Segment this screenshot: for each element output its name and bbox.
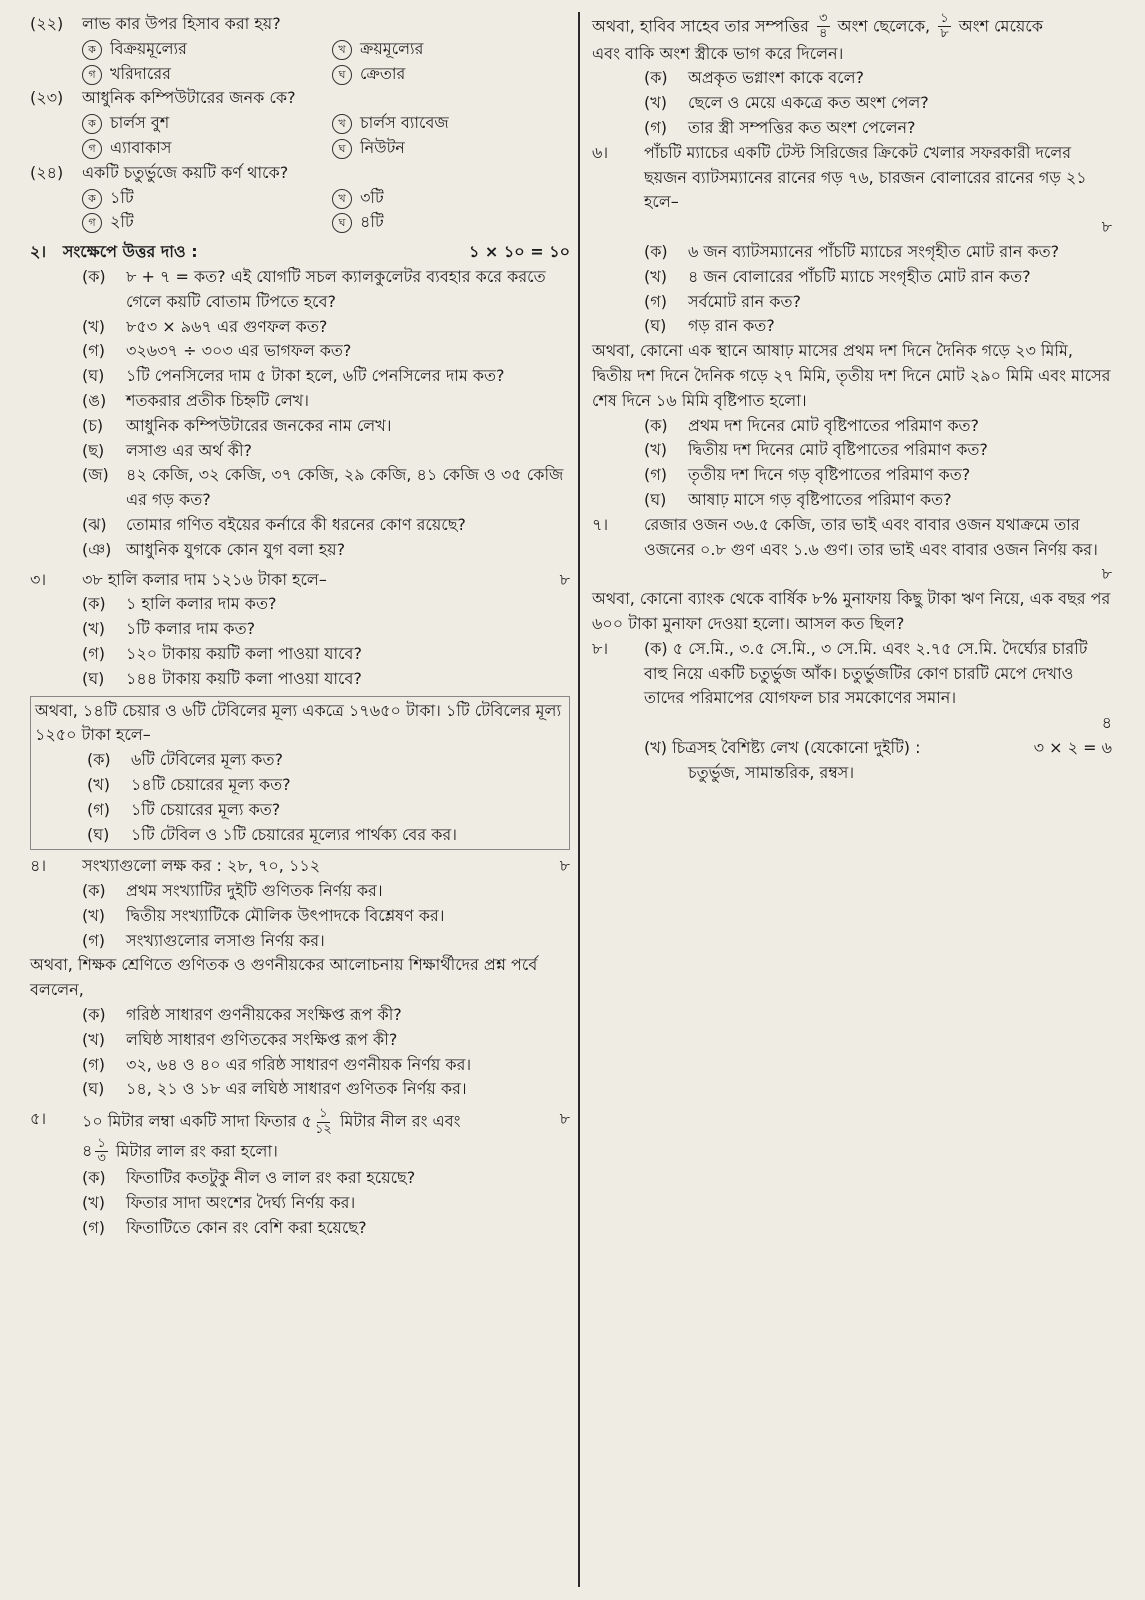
q5-or-items bbox=[592, 66, 1112, 140]
q8-part-a: (ক) ৫ সে.মি., ৩.৫ সে.মি., ৩ সে.মি. এবং ২.৭৫ সে.মি. দৈর্ঘ্যের চারটি বাহু নিয়ে একটি চতুর্ভুজ আঁক। চতুর্ভুজটির কোণ চারটি মেপে দেখাও তাদের পরিমাপের যোগফল চার সমকোণের সমান। bbox=[644, 638, 1088, 708]
sub-question-label: (ক) bbox=[87, 750, 111, 770]
sub-question-label: (খ) bbox=[87, 774, 110, 794]
mcq-number: (২৪) bbox=[30, 162, 64, 182]
sub-question bbox=[30, 364, 570, 389]
fraction-denominator: ৩ bbox=[97, 1151, 106, 1167]
sub-question-label: (খ) bbox=[644, 93, 667, 113]
sub-question-text: ১ হালি কলার দাম কত? bbox=[126, 594, 277, 614]
mcq-text: লাভ কার উপর হিসাব করা হয়? bbox=[82, 14, 281, 33]
sub-question bbox=[30, 929, 570, 954]
option-circle-label: ঘ bbox=[332, 65, 352, 85]
q7-or-text: অথবা, কোনো ব্যাংক থেকে বার্ষিক ৮% মুনাফায় কিছু টাকা ঋণ নিয়ে, এক বছর পর ৬০০ টাকা মুনাফা দেওয়া হলো। আসল কত ছিল? bbox=[592, 589, 1111, 633]
sub-question-text: ফিতার সাদা অংশের দৈর্ঘ্য নির্ণয় কর। bbox=[126, 1193, 356, 1213]
option-circle-label: ক bbox=[82, 189, 102, 209]
sub-question-text: ৬টি টেবিলের মূল্য কত? bbox=[131, 750, 283, 770]
option-text: চার্লস ব্যাবেজ bbox=[360, 113, 449, 133]
mcq-option bbox=[82, 210, 332, 235]
sub-question bbox=[592, 265, 1112, 290]
sub-question-label: (ঘ) bbox=[87, 824, 110, 844]
sub-question bbox=[35, 823, 565, 848]
q2-items bbox=[30, 265, 570, 563]
option-text: নিউটন bbox=[360, 137, 405, 157]
sub-question bbox=[30, 1003, 570, 1028]
sub-question-text: অপ্রকৃত ভগ্নাংশ কাকে বলে? bbox=[688, 68, 864, 88]
mcq-options bbox=[30, 186, 570, 236]
option-text: ১টি bbox=[110, 187, 134, 207]
sub-question-label: (ক) bbox=[82, 1005, 106, 1025]
sub-question-text: সর্বমোট রান কত? bbox=[688, 291, 801, 311]
q3-or-items bbox=[35, 748, 565, 847]
q5-or-text-b: অংশ ছেলেকে, bbox=[837, 16, 931, 36]
sub-question bbox=[30, 538, 570, 563]
sub-question bbox=[30, 414, 570, 439]
option-text: ২টি bbox=[110, 212, 134, 232]
q6-text: পাঁচটি ম্যাচের একটি টেস্ট সিরিজের ক্রিকেট খেলার সফরকারী দলের ছয়জন ব্যাটসম্যানের রানের গড় ৭৬, চারজন বোলারের রানের গড় ২১ হলে– bbox=[644, 142, 1087, 212]
sub-question-label: (চ) bbox=[82, 415, 104, 435]
sub-question bbox=[35, 773, 565, 798]
sub-question-label: (ক) bbox=[82, 594, 106, 614]
sub-question-text: ১টি চেয়ারের মূল্য কত? bbox=[131, 799, 281, 819]
q6-items bbox=[592, 240, 1112, 339]
q6-or-text: অথবা, কোনো এক স্থানে আষাঢ় মাসের প্রথম দশ দিনে দৈনিক গড়ে ২৩ মিমি, দ্বিতীয় দশ দিনে দৈনিক গড়ে ২৭ মিমি, তৃতীয় দশ দিনে মোট ২৯০ মিমি এবং মাসের শেষ দিনে ১৬ মিমি বৃষ্টিপাত হলো। bbox=[592, 341, 1111, 410]
sub-question bbox=[30, 463, 570, 513]
q5-or-text-a: অথবা, হাবিব সাহেব তার সম্পত্তির bbox=[592, 16, 809, 36]
sub-question-label: (ঞ) bbox=[82, 539, 112, 559]
sub-question bbox=[30, 1053, 570, 1078]
fraction-numerator: ৩ bbox=[819, 11, 828, 26]
sub-question-text: তোমার গণিত বইয়ের কর্নারে কী ধরনের কোণ রয়েছে? bbox=[126, 514, 466, 534]
sub-question bbox=[30, 879, 570, 904]
sub-question-text: ৪২ কেজি, ৩২ কেজি, ৩৭ কেজি, ২৯ কেজি, ৪১ কেজি ও ৩৫ কেজি এর গড় কত? bbox=[126, 465, 564, 510]
sub-question bbox=[30, 617, 570, 642]
q4-text: সংখ্যাগুলো লক্ষ কর : ২৮, ৭০, ১১২ bbox=[82, 856, 321, 876]
sub-question-text: ৮ + ৭ = কত? এই যোগটি সচল ক্যালকুলেটর ব্যবহার করে করতে গেলে কয়টি বোতাম টিপতে হবে? bbox=[126, 266, 546, 311]
sub-question-label: (গ) bbox=[644, 465, 667, 485]
sub-question bbox=[30, 315, 570, 340]
sub-question-label: (ঘ) bbox=[82, 366, 105, 386]
mcq-number: (২২) bbox=[30, 14, 64, 33]
sub-question bbox=[592, 438, 1112, 463]
q8-number: ৮। bbox=[592, 638, 609, 658]
sub-question-text: ৩২, ৬৪ ও ৪০ এর গরিষ্ঠ সাধারণ গুণনীয়ক নির্ণয় কর। bbox=[126, 1054, 472, 1074]
q2-number: ২। bbox=[30, 242, 47, 262]
sub-question-text: গরিষ্ঠ সাধারণ গুণনীয়কের সংক্ষিপ্ত রূপ কী? bbox=[126, 1005, 402, 1025]
option-circle-label: ঘ bbox=[332, 213, 352, 233]
sub-question bbox=[30, 1028, 570, 1053]
sub-question bbox=[35, 798, 565, 823]
q5-marks: ৮ bbox=[559, 1109, 570, 1129]
sub-question bbox=[592, 66, 1112, 91]
sub-question bbox=[592, 463, 1112, 488]
q7-stem bbox=[592, 513, 1112, 563]
mcq-option bbox=[332, 37, 582, 62]
sub-question-label: (খ) bbox=[82, 905, 105, 925]
q5-or-text-d: এবং বাকি অংশ স্ত্রীকে ভাগ করে দিলেন। bbox=[592, 43, 844, 63]
sub-question bbox=[30, 667, 570, 692]
option-circle-label: ক bbox=[82, 114, 102, 134]
option-text: এ্যাবাকাস bbox=[110, 137, 172, 157]
sub-question-text: ৬ জন ব্যাটসম্যানের পাঁচটি ম্যাচের সংগৃহীত মোট রান কত? bbox=[688, 241, 1060, 261]
option-circle-label: খ bbox=[332, 40, 352, 60]
sub-question bbox=[30, 513, 570, 538]
q8-part-a-marks: ৪ bbox=[1101, 713, 1112, 733]
sub-question-text: দ্বিতীয় সংখ্যাটিকে মৌলিক উৎপাদকে বিশ্লেষণ কর। bbox=[126, 905, 445, 925]
sub-question bbox=[592, 290, 1112, 315]
sub-question-text: ১টি পেনসিলের দাম ৫ টাকা হলে, ৬টি পেনসিলের দাম কত? bbox=[126, 366, 505, 386]
q7-text: রেজার ওজন ৩৬.৫ কেজি, তার ভাই এবং বাবার ওজন যথাক্রমে তার ওজনের ০.৮ গুণ এবং ১.৬ গুণ। তার ভাই এবং বাবার ওজন নির্ণয় কর। bbox=[644, 514, 1098, 559]
sub-question-label: (গ) bbox=[82, 1054, 105, 1074]
sub-question bbox=[30, 439, 570, 464]
option-circle-label: গ bbox=[82, 213, 102, 233]
q4-or-text: অথবা, শিক্ষক শ্রেণিতে গুণিতক ও গুণনীয়কের আলোচনায় শিক্ষার্থীদের প্রশ্ন পর্বে বললেন, bbox=[30, 955, 538, 1000]
q4-marks: ৮ bbox=[559, 856, 570, 876]
option-circle-label: খ bbox=[332, 114, 352, 134]
sub-question-text: ফিতাটির কতটুকু নীল ও লাল রং করা হয়েছে? bbox=[126, 1168, 416, 1188]
sub-question-label: (ঘ) bbox=[644, 489, 667, 509]
sub-question bbox=[30, 389, 570, 414]
q3-marks: ৮ bbox=[559, 569, 570, 589]
sub-question-text: ৮৫৩ × ৯৬৭ এর গুণফল কত? bbox=[126, 316, 328, 336]
option-text: ক্রয়মূল্যের bbox=[360, 38, 424, 58]
sub-question-label: (জ) bbox=[82, 465, 109, 485]
sub-question-text: দ্বিতীয় দশ দিনের মোট বৃষ্টিপাতের পরিমাণ কত? bbox=[688, 440, 988, 460]
sub-question-label: (খ) bbox=[82, 1193, 105, 1213]
mcq-option bbox=[332, 210, 582, 235]
q3-text: ৩৮ হালি কলার দাম ১২১৬ টাকা হলে– bbox=[82, 569, 327, 589]
option-text: চার্লস বুশ bbox=[110, 113, 170, 133]
q7-marks: ৮ bbox=[1101, 564, 1112, 584]
sub-question-label: (গ) bbox=[82, 341, 105, 361]
sub-question-label: (গ) bbox=[82, 930, 105, 950]
q3-or-text: অথবা, ১৪টি চেয়ার ও ৬টি টেবিলের মূল্য একত্রে ১৭৬৫০ টাকা। ১টি টেবিলের মূল্য ১২৫০ টাকা হলে– bbox=[35, 700, 562, 745]
q5-text-b: মিটার নীল রং এবং bbox=[339, 1111, 461, 1131]
sub-question bbox=[30, 642, 570, 667]
sub-question bbox=[30, 339, 570, 364]
sub-question bbox=[30, 1191, 570, 1216]
q5-text-c: মিটার লাল রং করা হলো। bbox=[115, 1141, 278, 1161]
sub-question-text: ৩২৬৩৭ ÷ ৩০৩ এর ভাগফল কত? bbox=[126, 341, 352, 361]
mcq-option bbox=[82, 136, 332, 161]
sub-question-label: (খ) bbox=[82, 619, 105, 639]
mcq-question bbox=[30, 86, 570, 111]
sub-question-label: (গ) bbox=[87, 799, 110, 819]
mcq-option bbox=[332, 186, 582, 211]
sub-question-label: (ঘ) bbox=[644, 316, 667, 336]
sub-question bbox=[592, 314, 1112, 339]
column-divider bbox=[578, 12, 580, 1587]
q5-stem bbox=[30, 1107, 570, 1166]
sub-question-label: (খ) bbox=[644, 440, 667, 460]
sub-question-label: (ঝ) bbox=[82, 514, 107, 534]
mcq-option bbox=[82, 62, 332, 87]
q7-number: ৭। bbox=[592, 514, 609, 534]
mcq-section bbox=[30, 12, 570, 235]
q2-title: সংক্ষেপে উত্তর দাও : bbox=[62, 242, 198, 262]
fraction-three-fourths bbox=[817, 12, 829, 42]
q8-part-b-shapes: চতুর্ভুজ, সামান্তরিক, রম্বস। bbox=[688, 762, 855, 782]
option-text: বিক্রয়মূল্যের bbox=[110, 38, 187, 58]
sub-question-label: (গ) bbox=[82, 1218, 105, 1238]
mcq-question bbox=[30, 12, 570, 37]
q8-stem bbox=[592, 637, 1112, 711]
sub-question-label: (ক) bbox=[644, 241, 668, 261]
option-text: ৪টি bbox=[360, 212, 384, 232]
sub-question-label: (ক) bbox=[644, 68, 668, 88]
q8-part-b bbox=[592, 736, 1112, 761]
fraction-numerator: ১ bbox=[319, 1106, 328, 1122]
mcq-options bbox=[30, 111, 570, 161]
fraction-numerator: ১ bbox=[97, 1135, 106, 1151]
sub-question-label: (ঙ) bbox=[82, 390, 107, 410]
q2-marks: ১ × ১০ = ১০ bbox=[468, 242, 570, 262]
q5-or-stem bbox=[592, 12, 1112, 66]
mcq-option bbox=[82, 111, 332, 136]
mcq-text: একটি চতুর্ভুজে কয়টি কর্ণ থাকে? bbox=[82, 162, 289, 182]
mcq-number: (২৩) bbox=[30, 88, 64, 108]
fraction-denominator: ১২ bbox=[314, 1121, 332, 1137]
mcq-option bbox=[332, 62, 582, 87]
mcq-question bbox=[30, 161, 570, 186]
sub-question bbox=[592, 240, 1112, 265]
option-circle-label: ক bbox=[82, 40, 102, 60]
q5-mixed-fraction-blue bbox=[302, 1107, 335, 1137]
fraction-denominator: ৮ bbox=[940, 26, 949, 42]
q4-number: ৪। bbox=[30, 856, 47, 876]
q5-or-text-c: অংশ মেয়েকে bbox=[958, 16, 1043, 36]
fraction-whole: ৫ bbox=[301, 1111, 312, 1131]
sub-question bbox=[35, 748, 565, 773]
q5-text-a: ১০ মিটার লম্বা একটি সাদা ফিতার bbox=[82, 1111, 297, 1131]
left-column bbox=[30, 12, 570, 1241]
sub-question-text: গড় রান কত? bbox=[688, 316, 775, 336]
fraction-numerator: ১ bbox=[940, 11, 949, 26]
option-circle-label: গ bbox=[82, 65, 102, 85]
sub-question-label: (খ) bbox=[82, 1029, 105, 1049]
sub-question bbox=[592, 91, 1112, 116]
option-circle-label: ঘ bbox=[332, 139, 352, 159]
q3-items bbox=[30, 592, 570, 691]
q5-number: ৫। bbox=[30, 1109, 47, 1129]
sub-question bbox=[30, 1216, 570, 1241]
sub-question-text: তৃতীয় দশ দিনে গড় বৃষ্টিপাতের পরিমাণ কত? bbox=[688, 465, 971, 485]
q4-or-items bbox=[30, 1003, 570, 1102]
sub-question bbox=[30, 592, 570, 617]
q2-header bbox=[30, 240, 570, 265]
q8-part-b-marks: ৩ × ২ = ৬ bbox=[1033, 737, 1112, 757]
sub-question-label: (ঘ) bbox=[82, 1079, 105, 1099]
q6-number: ৬। bbox=[592, 142, 609, 162]
sub-question-label: (ছ) bbox=[82, 440, 105, 460]
sub-question-text: শতকরার প্রতীক চিহ্নটি লেখ। bbox=[126, 390, 309, 410]
sub-question-text: সংখ্যাগুলোর লসাগু নির্ণয় কর। bbox=[126, 930, 325, 950]
sub-question-label: (ক) bbox=[82, 1168, 106, 1188]
mcq-option bbox=[82, 37, 332, 62]
q8-part-b-text: (খ) চিত্রসহ বৈশিষ্ট্য লেখ (যেকোনো দুইটি) : bbox=[644, 737, 921, 757]
q5-items bbox=[30, 1166, 570, 1240]
sub-question bbox=[592, 414, 1112, 439]
sub-question-label: (খ) bbox=[82, 316, 105, 336]
sub-question-label: (গ) bbox=[644, 117, 667, 137]
sub-question bbox=[30, 1166, 570, 1191]
q3-number: ৩। bbox=[30, 569, 47, 589]
q3-or-box bbox=[30, 696, 570, 851]
q6-stem bbox=[592, 141, 1112, 215]
option-text: ক্রেতার bbox=[360, 63, 406, 83]
q5-mixed-fraction-red bbox=[82, 1137, 111, 1167]
mcq-options bbox=[30, 37, 570, 87]
sub-question-text: প্রথম সংখ্যাটির দুইটি গুণিতক নির্ণয় কর। bbox=[126, 881, 383, 901]
sub-question-text: ছেলে ও মেয়ে একত্রে কত অংশ পেল? bbox=[688, 93, 929, 113]
fraction-whole: ৪ bbox=[82, 1141, 93, 1161]
sub-question-text: আষাঢ় মাসে গড় বৃষ্টিপাতের পরিমাণ কত? bbox=[688, 489, 952, 509]
sub-question-text: ৪ জন বোলারের পাঁচটি ম্যাচে সংগৃহীত মোট রান কত? bbox=[688, 266, 1031, 286]
sub-question-text: লঘিষ্ঠ সাধারণ গুণিতকের সংক্ষিপ্ত রূপ কী? bbox=[126, 1029, 398, 1049]
sub-question bbox=[30, 904, 570, 929]
q6-marks: ৮ bbox=[1101, 217, 1112, 237]
sub-question bbox=[30, 1077, 570, 1102]
mcq-text: আধুনিক কম্পিউটারের জনক কে? bbox=[82, 88, 296, 108]
sub-question-label: (ক) bbox=[82, 266, 106, 286]
sub-question-text: প্রথম দশ দিনের মোট বৃষ্টিপাতের পরিমাণ কত? bbox=[688, 415, 980, 435]
mcq-option bbox=[82, 186, 332, 211]
q4-items bbox=[30, 879, 570, 953]
sub-question bbox=[592, 488, 1112, 513]
q6-or-items bbox=[592, 414, 1112, 513]
sub-question-text: ১৪৪ টাকায় কয়টি কলা পাওয়া যাবে? bbox=[126, 668, 362, 688]
sub-question-text: ফিতাটিতে কোন রং বেশি করা হয়েছে? bbox=[126, 1218, 367, 1238]
sub-question-label: (ঘ) bbox=[82, 668, 105, 688]
sub-question bbox=[30, 265, 570, 315]
mcq-option bbox=[332, 136, 582, 161]
sub-question-label: (গ) bbox=[82, 643, 105, 663]
sub-question bbox=[592, 116, 1112, 141]
fraction-denominator: ৪ bbox=[819, 26, 828, 42]
sub-question-label: (ক) bbox=[644, 415, 668, 435]
sub-question-text: ১টি টেবিল ও ১টি চেয়ারের মূল্যের পার্থক্য বের কর। bbox=[131, 824, 457, 844]
q3-stem bbox=[30, 568, 570, 593]
option-circle-label: খ bbox=[332, 189, 352, 209]
sub-question-text: ১৪, ২১ ও ১৮ এর লঘিষ্ঠ সাধারণ গুণিতক নির্ণয় কর। bbox=[126, 1079, 467, 1099]
sub-question-text: ১৪টি চেয়ারের মূল্য কত? bbox=[131, 774, 291, 794]
sub-question-text: তার স্ত্রী সম্পত্তির কত অংশ পেলেন? bbox=[688, 117, 916, 137]
option-circle-label: গ bbox=[82, 139, 102, 159]
sub-question-text: আধুনিক যুগকে কোন যুগ বলা হয়? bbox=[126, 539, 346, 559]
sub-question-label: (ক) bbox=[82, 881, 106, 901]
fraction-one-eighth bbox=[938, 12, 950, 42]
right-column bbox=[592, 12, 1112, 786]
mcq-option bbox=[332, 111, 582, 136]
sub-question-text: লসাগু এর অর্থ কী? bbox=[126, 440, 253, 460]
q4-stem bbox=[30, 854, 570, 879]
option-text: খরিদারের bbox=[110, 63, 171, 83]
sub-question-label: (খ) bbox=[644, 266, 667, 286]
sub-question-text: ১২০ টাকায় কয়টি কলা পাওয়া যাবে? bbox=[126, 643, 362, 663]
sub-question-text: আধুনিক কম্পিউটারের জনকের নাম লেখ। bbox=[126, 415, 392, 435]
sub-question-label: (গ) bbox=[644, 291, 667, 311]
sub-question-text: ১টি কলার দাম কত? bbox=[126, 619, 256, 639]
option-text: ৩টি bbox=[360, 187, 384, 207]
